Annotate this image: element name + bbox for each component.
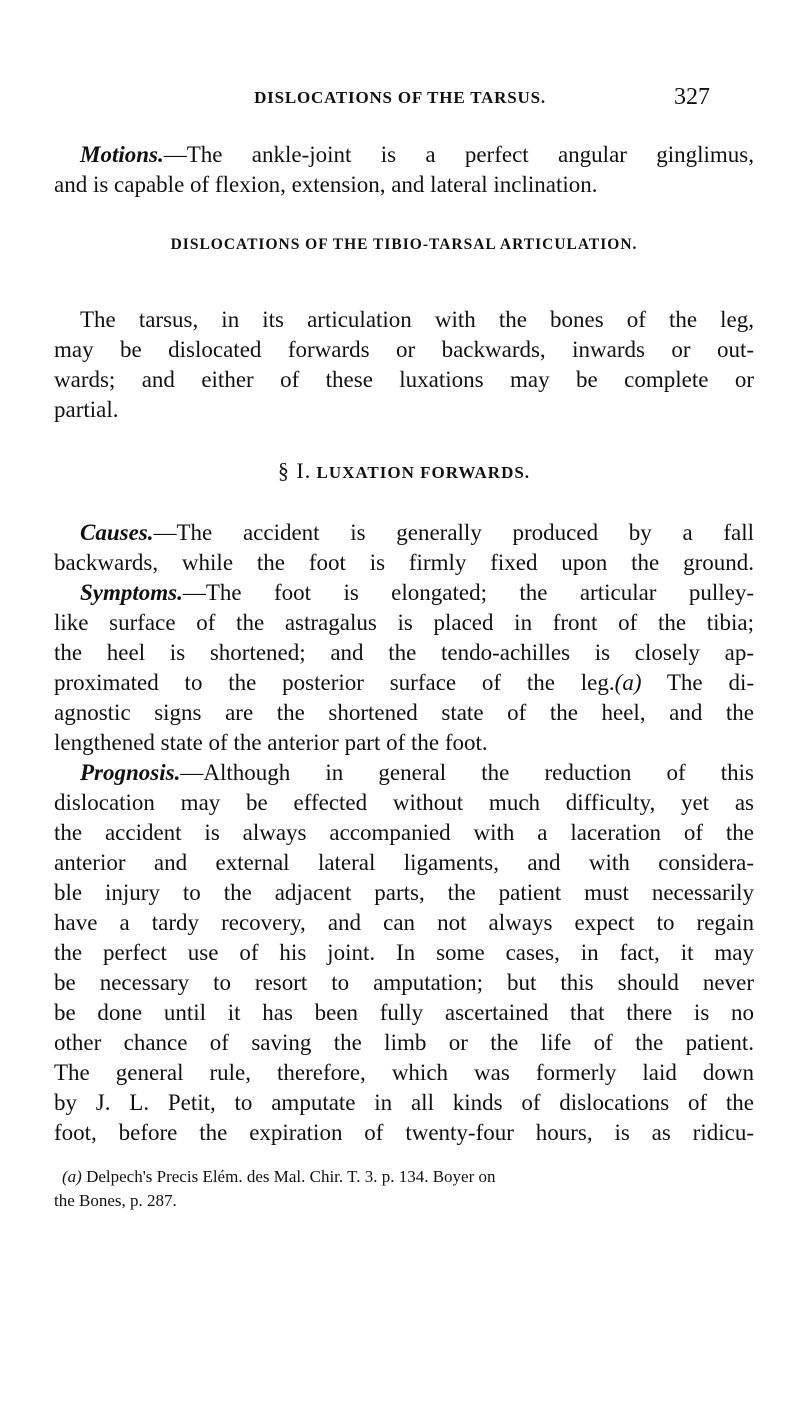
- section-line-2: may be dislocated forwards or backwards, inwards or out-: [54, 337, 754, 362]
- footnote-line-2: the Bones, p. 287.: [54, 1191, 177, 1210]
- prognosis-line-5: ble injury to the adjacent parts, the patient must necessarily: [54, 880, 754, 905]
- page-number: 327: [674, 84, 710, 110]
- symptoms-line-6: lengthened state of the anterior part of the foot.: [54, 730, 488, 755]
- symptoms-line-5: agnostic signs are the shortened state of the heel, and the: [54, 700, 754, 725]
- prognosis-line-9: be done until it has been fully ascertained that there is no: [54, 1000, 754, 1025]
- prognosis-line-10: other chance of saving the limb or the life of the patient.: [54, 1030, 754, 1055]
- page-header: [0, 86, 800, 116]
- prognosis-line-2: dislocation may be effected without much difficulty, yet as: [54, 790, 754, 815]
- section-line-4: partial.: [54, 397, 119, 422]
- causes-heading: Causes.: [80, 520, 154, 545]
- footnote-marker: (a): [62, 1167, 82, 1186]
- subsection-heading: § I. LUXATION FORWARDS.: [277, 458, 531, 483]
- motions-line-1: Motions.—The ankle-joint is a perfect angular ginglimus,: [80, 142, 754, 167]
- prognosis-line-13: foot, before the expiration of twenty-four hours, is as ridicu-: [54, 1120, 754, 1145]
- symptoms-line-4: proximated to the posterior surface of the leg.(a) The di-: [54, 670, 754, 695]
- section-symbol: § I.: [277, 458, 312, 483]
- running-head: DISLOCATIONS OF THE TARSUS.: [254, 88, 546, 107]
- prognosis-heading: Prognosis.: [80, 760, 181, 785]
- motions-line-2: and is capable of flexion, extension, and lateral inclination.: [54, 172, 598, 197]
- section-line-1: The tarsus, in its articulation with the bones of the leg,: [80, 307, 754, 332]
- prognosis-line-11: The general rule, therefore, which was formerly laid down: [54, 1060, 754, 1085]
- footnote-line-1: (a) Delpech's Precis Elém. des Mal. Chir. T. 3. p. 134. Boyer on: [62, 1167, 496, 1186]
- section-line-3: wards; and either of these luxations may be complete or: [54, 367, 754, 392]
- prognosis-line-7: the perfect use of his joint. In some cases, in fact, it may: [54, 940, 754, 965]
- prognosis-line-3: the accident is always accompanied with a laceration of the: [54, 820, 754, 845]
- footnote-ref: (a): [614, 670, 642, 695]
- prognosis-line-6: have a tardy recovery, and can not always expect to regain: [54, 910, 754, 935]
- symptoms-heading: Symptoms.: [80, 580, 183, 605]
- section-heading: DISLOCATIONS OF THE TIBIO-TARSAL ARTICULATION.: [170, 236, 638, 253]
- symptoms-line-3: the heel is shortened; and the tendo-achilles is closely ap-: [54, 640, 754, 665]
- prognosis-line-12: by J. L. Petit, to amputate in all kinds of dislocations of the: [54, 1090, 754, 1115]
- causes-line-1: Causes.—The accident is generally produced by a fall: [80, 520, 754, 545]
- symptoms-line-2: like surface of the astragalus is placed in front of the tibia;: [54, 610, 754, 635]
- motions-heading: Motions.: [80, 142, 164, 167]
- symptoms-line-1: Symptoms.—The foot is elongated; the articular pulley-: [80, 580, 754, 605]
- prognosis-line-4: anterior and external lateral ligaments, and with considera-: [54, 850, 754, 875]
- causes-line-2: backwards, while the foot is firmly fixed upon the ground.: [54, 550, 754, 575]
- prognosis-line-8: be necessary to resort to amputation; but this should never: [54, 970, 754, 995]
- prognosis-line-1: Prognosis.—Although in general the reduction of this: [80, 760, 754, 785]
